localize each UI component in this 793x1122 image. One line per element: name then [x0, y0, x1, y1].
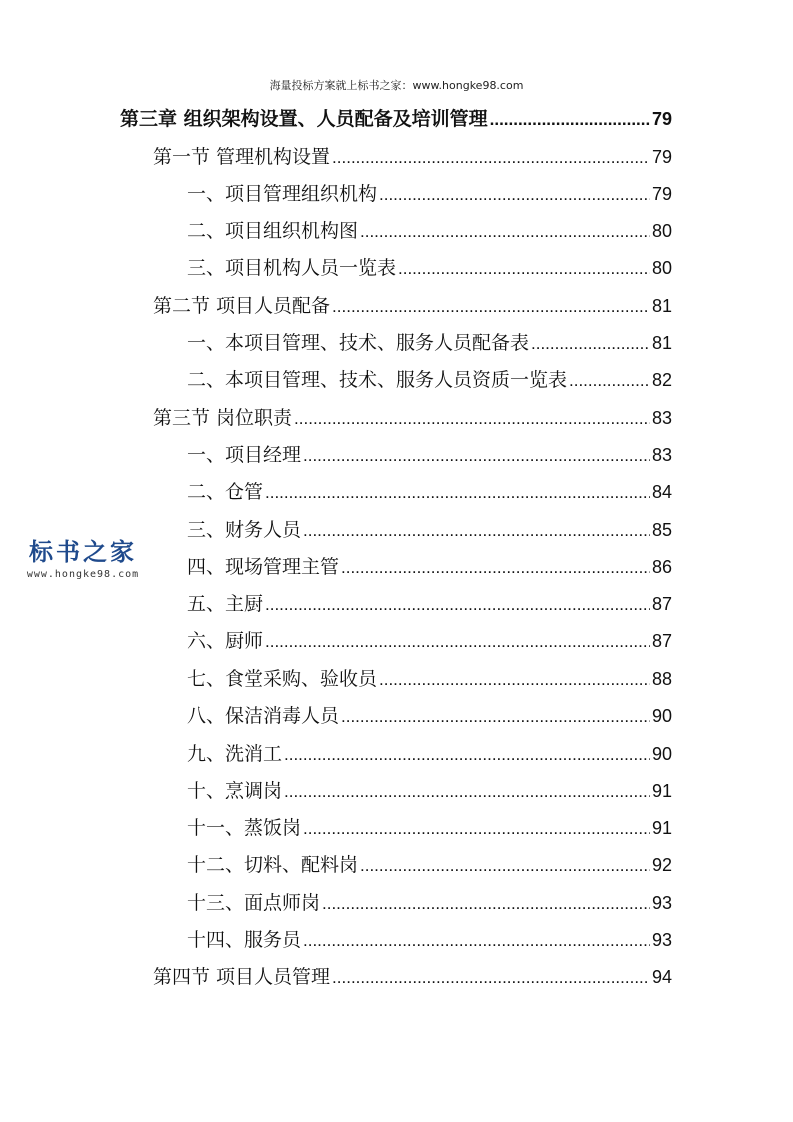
toc-entry-page: 88: [651, 669, 672, 689]
toc-leader-dots: [332, 143, 650, 173]
toc-leader-dots: [265, 590, 650, 620]
toc-entry-page: 83: [651, 445, 672, 465]
toc-leader-dots: [303, 516, 650, 546]
toc-entry[interactable]: [153, 403, 672, 433]
watermark-logo: [8, 532, 158, 580]
toc-leader-dots: [379, 180, 650, 210]
toc-leader-dots: [341, 553, 650, 583]
toc-entry-page: 93: [651, 930, 672, 950]
toc-entry-label: 五、主厨: [187, 593, 264, 615]
toc-entry-label: 七、食堂采购、验收员: [187, 668, 378, 690]
toc-entry[interactable]: [153, 962, 672, 992]
toc-leader-dots: [490, 105, 650, 135]
toc-entry-page: 87: [651, 631, 672, 651]
toc-entry[interactable]: [187, 739, 672, 769]
toc-leader-dots: [322, 889, 650, 919]
toc-entry-page: 94: [651, 967, 672, 987]
toc-entry[interactable]: [187, 365, 672, 395]
toc-entry-label: 六、厨师: [187, 630, 264, 652]
toc-entry-page: 90: [651, 744, 672, 764]
toc-entry[interactable]: [187, 179, 672, 209]
toc-leader-dots: [303, 441, 650, 471]
toc-entry-label: 一、本项目管理、技术、服务人员配备表: [187, 332, 530, 354]
toc-entry-label: 二、项目组织机构图: [187, 220, 359, 242]
toc-entry-page: 91: [651, 818, 672, 838]
toc-entry-label: 一、项目管理组织机构: [187, 183, 378, 205]
toc-entry-page: 84: [651, 482, 672, 502]
toc-entry-label: 十四、服务员: [187, 929, 302, 951]
toc-leader-dots: [531, 329, 650, 359]
toc-entry[interactable]: [187, 813, 672, 843]
toc-leader-dots: [341, 702, 650, 732]
toc-entry[interactable]: [120, 104, 672, 134]
toc-leader-dots: [265, 478, 650, 508]
toc-entry-page: 87: [651, 594, 672, 614]
toc-leader-dots: [360, 217, 650, 247]
toc-entry-page: 82: [651, 370, 672, 390]
toc-entry-page: 79: [651, 109, 672, 129]
toc-entry-label: 一、项目经理: [187, 444, 302, 466]
toc-entry[interactable]: [187, 253, 672, 283]
toc-entry-page: 81: [651, 333, 672, 353]
toc-entry[interactable]: [187, 850, 672, 880]
toc-leader-dots: [332, 292, 650, 322]
toc-entry[interactable]: [187, 776, 672, 806]
toc-entry[interactable]: [187, 328, 672, 358]
toc-entry-label: 第四节 项目人员管理: [153, 966, 331, 988]
toc-entry-page: 79: [651, 184, 672, 204]
toc-entry-label: 十、烹调岗: [187, 780, 283, 802]
toc-entry[interactable]: [187, 477, 672, 507]
toc-entry-label: 十三、面点师岗: [187, 892, 321, 914]
toc-entry[interactable]: [187, 925, 672, 955]
toc-entry[interactable]: [187, 552, 672, 582]
toc-entry-label: 第二节 项目人员配备: [153, 295, 331, 317]
toc-entry-label: 九、洗消工: [187, 743, 283, 765]
toc-leader-dots: [265, 627, 650, 657]
toc-entry[interactable]: [187, 440, 672, 470]
toc-entry[interactable]: [187, 515, 672, 545]
toc-entry-label: 八、保洁消毒人员: [187, 705, 340, 727]
watermark-title: 标书之家: [29, 538, 137, 566]
toc-leader-dots: [569, 366, 650, 396]
toc-entry-label: 二、本项目管理、技术、服务人员资质一览表: [187, 369, 568, 391]
toc-entry-label: 第一节 管理机构设置: [153, 146, 331, 168]
toc-entry-label: 三、项目机构人员一览表: [187, 257, 397, 279]
toc-entry-page: 80: [651, 221, 672, 241]
toc-entry-page: 80: [651, 258, 672, 278]
toc-entry-page: 93: [651, 893, 672, 913]
toc-entry-page: 81: [651, 296, 672, 316]
toc-leader-dots: [294, 404, 650, 434]
toc-entry-page: 92: [651, 855, 672, 875]
toc-entry-label: 三、财务人员: [187, 519, 302, 541]
toc-entry-page: 90: [651, 706, 672, 726]
toc-leader-dots: [379, 665, 650, 695]
toc-leader-dots: [332, 963, 650, 993]
toc-entry[interactable]: [187, 664, 672, 694]
toc-entry-page: 79: [651, 147, 672, 167]
toc-entry[interactable]: [187, 626, 672, 656]
toc-entry[interactable]: [153, 142, 672, 172]
toc-entry-page: 85: [651, 520, 672, 540]
toc-entry-label: 十一、蒸饭岗: [187, 817, 302, 839]
toc-leader-dots: [398, 254, 650, 284]
toc-entry-label: 第三章 组织架构设置、人员配备及培训管理: [120, 108, 488, 130]
toc-entry[interactable]: [187, 589, 672, 619]
toc-entry[interactable]: [187, 216, 672, 246]
toc-leader-dots: [284, 777, 650, 807]
toc-entry[interactable]: [153, 291, 672, 321]
toc-leader-dots: [360, 851, 650, 881]
toc-entry-page: 86: [651, 557, 672, 577]
toc-entry-page: 83: [651, 408, 672, 428]
header-note: 海量投标方案就上标书之家：www.hongke98.com: [269, 79, 524, 92]
toc-entry-label: 二、仓管: [187, 481, 264, 503]
toc-entry[interactable]: [187, 701, 672, 731]
toc-entry-label: 第三节 岗位职责: [153, 407, 293, 429]
toc-entry-label: 四、现场管理主管: [187, 556, 340, 578]
watermark-url: www.hongke98.com: [26, 569, 140, 580]
toc-leader-dots: [284, 740, 650, 770]
toc-entry[interactable]: [187, 888, 672, 918]
toc-leader-dots: [303, 814, 650, 844]
toc-entry-page: 91: [651, 781, 672, 801]
toc-leader-dots: [303, 926, 650, 956]
toc-entry-label: 十二、切料、配料岗: [187, 854, 359, 876]
